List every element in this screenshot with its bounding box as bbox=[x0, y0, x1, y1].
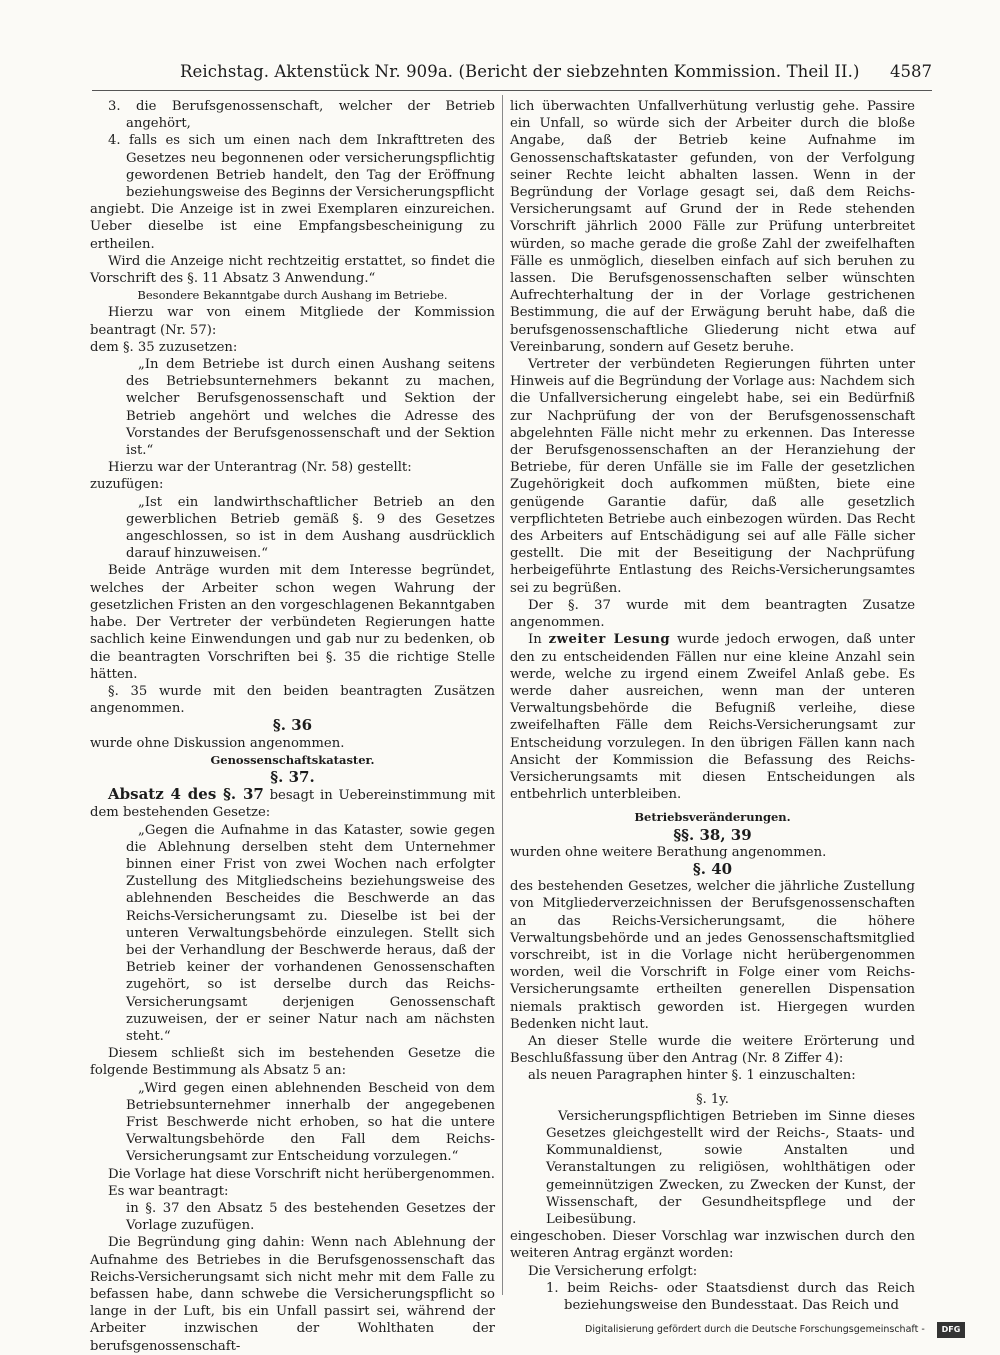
paragraph-text: besagt in Uebereinstimmung mit dem bestehenden Gesetze: bbox=[90, 788, 495, 821]
paragraph: dem §. 35 zuzusetzen: bbox=[90, 339, 238, 355]
paragraph: eingeschoben. Dieser Vorschlag war inzwischen durch den weiteren Antrag ergänzt worden: bbox=[510, 1229, 915, 1262]
paragraph: wurden ohne weitere Berathung angenommen. bbox=[510, 844, 827, 860]
paragraph: Hierzu war der Unterantrag (Nr. 58) gestellt: bbox=[108, 460, 412, 476]
paragraph: Der §. 37 wurde mit dem beantragten Zusatze angenommen. bbox=[510, 597, 915, 631]
quotation: Versicherungspflichtigen Betrieben im Sinne dieses Gesetzes gleichgestellt wird der Reichs-, Staats- und Kommunaldienst, sowie Anstalten und Veranstaltungen zu religiösen, wohlthätigen oder gemeinnützigen Zwecken, zu Zwecken der Kunst, der Wissenschaft, der Gesundheitspflege und der Leibesübung. bbox=[546, 1108, 915, 1227]
section-number-36: §. 36 bbox=[272, 716, 313, 735]
paragraph: angiebt. Die Anzeige ist in zwei Exemplaren einzureichen. Ueber dieselbe ist eine Empfangsbescheinigung zu ertheilen. bbox=[90, 202, 495, 252]
paragraph: §. 35 wurde mit den beiden beantragten Zusätzen angenommen. bbox=[90, 683, 495, 717]
bold-lead: zweiter Lesung bbox=[548, 632, 671, 648]
paragraph-text: wurde jedoch erwogen, daß unter den zu entscheidenden Fällen nur eine kleine Anzahl sein werde, welche zu irgend einem Zweifel Anlaß gebe. Es werde daher ausreichen, wenn man der unteren Verwaltungsbehörde die Befugniß verleihe, diese zweifelhaften Fälle dem Reichs-Versicherungsamt zur Entscheidung vorzulegen. In den übrigen Fällen kann nach Ansicht der Kommission die Befassung des Reichs-Versicherungsamts mit diesen Entscheidungen als entbehrlich unterbleiben. bbox=[510, 632, 915, 803]
list-item-1: 1. beim Reichs- oder Staatsdienst durch das Reich beziehungsweise den Bundesstaat. Das Reich und bbox=[546, 1280, 915, 1314]
section-heading: Besondere Bekanntgabe durch Aushang im Betriebe. bbox=[137, 288, 448, 303]
footer-credit: Digitalisierung gefördert durch die Deutsche Forschungsgemeinschaft - bbox=[585, 1324, 925, 1335]
paragraph: Die Begründung ging dahin: Wenn nach Ablehnung der Aufnahme des Betriebes in die Berufsgenossenschaft das Reichs-Versicherungsamt sich nicht mehr mit dem Falle zu befassen habe, dann schwebe die Versicherungspflicht so lange in der Luft, bis ein Unfall passirt sei, während der Arbeiter inzwischen der Wohlthaten der berufsgenossenschaft- bbox=[90, 1235, 495, 1354]
paragraph: Diesem schließt sich im bestehenden Gesetze die folgende Bestimmung als Absatz 5 an: bbox=[90, 1046, 495, 1079]
running-title: Reichstag. Aktenstück Nr. 909a. (Bericht der siebzehnten Kommission. Theil II.) bbox=[180, 62, 860, 81]
list-item-4: 4. falls es sich um einen nach dem Inkrafttreten des Gesetzes neu begonnenen oder versicherungspflichtig gewordenen Betrieb handelt, den Tag der Eröffnung beziehungsweise des Beginns der Versicherungspflicht bbox=[108, 133, 495, 201]
paragraph: Es war beantragt: bbox=[108, 1183, 229, 1199]
paragraph-text: In bbox=[528, 632, 549, 648]
page-number: 4587 bbox=[890, 62, 932, 81]
paragraph bbox=[90, 786, 495, 821]
paragraph: Vertreter der verbündeten Regierungen führten unter Hinweis auf die Begründung der Vorlage aus: Nachdem sich die Unfallversicherung eingelebt habe, sei ein Bedürfniß zur Nachprüfung der von der Berufsgenossenschaft abgelehnten Fälle nicht mehr zu erkennen. Das Interesse der Berufsgenossenschaften an der Heranziehung der Betriebe, für deren Unfälle sie im Falle der gesetzlichen Zugehörigkeit doch aufkommen müßten, biete eine genügende Garantie dafür, daß alle gesetzlich verpflichteten Betriebe auch einbezogen würden. Das Recht des Arbeiters auf Entschädigung sei auf alle Fälle sicher gestellt. Die mit der Beseitigung der Nachprüfung herbeigeführte Entlastung des Reichs-Versicherungsamtes sei zu begrüßen. bbox=[510, 357, 915, 596]
section-number-37: §. 37. bbox=[270, 767, 315, 786]
dfg-logo: DFG bbox=[937, 1322, 965, 1338]
bold-lead: Absatz 4 des §. 37 bbox=[108, 785, 264, 804]
paragraph: als neuen Paragraphen hinter §. 1 einzuschalten: bbox=[528, 1068, 856, 1084]
section-number-40: §. 40 bbox=[692, 859, 733, 878]
paragraph bbox=[510, 631, 915, 803]
left-column bbox=[90, 98, 495, 1355]
header-rule bbox=[92, 90, 932, 91]
paragraph: des bestehenden Gesetzes, welcher die jährliche Zustellung von Mitgliederverzeichnissen der Berufsgenossenschaften an das Reichs-Versicherungsamt, die höhere Verwaltungsbehörde und an jedes Genossenschaftsmitglied vorschreibt, ist in die Vorlage nicht herübergenommen worden, weil die Vorschrift in Folge einer vom Reichs-Versicherungsamte ertheilten generellen Dispensation niemals praktisch geworden ist. Hiergegen wurden Bedenken nicht laut. bbox=[510, 879, 915, 1032]
section-heading: Betriebsveränderungen. bbox=[634, 810, 791, 825]
page-header bbox=[92, 60, 932, 88]
paragraph: Die Versicherung erfolgt: bbox=[528, 1263, 698, 1279]
footer bbox=[585, 1322, 965, 1340]
paragraph: zuzufügen: bbox=[90, 477, 164, 493]
quotation: „Gegen die Aufnahme in das Kataster, sowie gegen die Ablehnung derselben steht dem Unternehmer binnen einer Frist von zwei Wochen nach erfolgter Zustellung des Mitgliedscheins beziehungsweise des ablehnenden Bescheides die Beschwerde an das Reichs-Versicherungsamt zu. Dieselbe ist bei der unteren Verwaltungsbehörde einzulegen. Stellt sich bei der Verhandlung der Beschwerde heraus, daß der Betrieb keiner der vorhandenen Genossenschaften zugehört, so ist derselbe durch das Reichs-Versicherungsamt derjenigen Genossenschaft zuzuweisen, der er seiner Natur nach am nächsten steht.“ bbox=[126, 822, 495, 1044]
paragraph: Beide Anträge wurden mit dem Interesse begründet, welches der Arbeiter schon wegen Wahrung der gesetzlichen Fristen an den vorgeschlagenen Bekanntgaben habe. Der Vertreter der verbündeten Regierungen hatte sachlich keine Einwendungen und gab nur zu bedenken, ob die beantragten Vorschriften bei §. 35 die richtige Stelle hätten. bbox=[90, 563, 495, 682]
quotation: „Wird gegen einen ablehnenden Bescheid von dem Betriebsunternehmer innerhalb der angegebenen Frist Beschwerde nicht erhoben, so hat die untere Verwaltungsbehörde den Fall dem Reichs-Versicherungsamt zur Entscheidung vorzulegen.“ bbox=[126, 1080, 495, 1165]
paragraph: An dieser Stelle wurde die weitere Erörterung und Beschlußfassung über den Antrag (Nr. 8 Ziffer 4): bbox=[510, 1033, 915, 1067]
list-item-3: 3. die Berufsgenossenschaft, welcher der Betrieb angehört, bbox=[108, 99, 495, 132]
paragraph: Hierzu war von einem Mitgliede der Kommission beantragt (Nr. 57): bbox=[90, 305, 495, 338]
quotation: „Ist ein landwirthschaftlicher Betrieb an den gewerblichen Betrieb gemäß §. 9 des Gesetzes angeschlossen, so ist in dem Aushang ausdrücklich darauf hinzuweisen.“ bbox=[126, 494, 495, 562]
paragraph: Wird die Anzeige nicht rechtzeitig erstattet, so findet die Vorschrift des §. 11 Absatz 3 Anwendung.“ bbox=[90, 253, 495, 287]
column-separator bbox=[502, 95, 503, 1295]
section-number-1y: §. 1y. bbox=[696, 1091, 729, 1107]
section-heading: Genossenschaftskataster. bbox=[210, 752, 375, 767]
paragraph: lich überwachten Unfallverhütung verlustig gehe. Passire ein Unfall, so würde sich der Arbeiter durch die bloße Angabe, daß der Betrieb keine Aufnahme im Genossenschaftskataster gefunden, von der Verfolgung seiner Rechte leicht abhalten lassen. Wenn in der Begründung der Vorlage gesagt sei, daß dem Reichs-Versicherungsamt auf Grund der in Rede stehenden Vorschrift jährlich 2000 Fälle zur Prüfung unterbreitet würden, so mache gerade die große Zahl der zweifelhaften Fälle es unmöglich, dieselben einfach auf sich beruhen zu lassen. Die Berufsgenossenschaften selber wünschten Aufrechterhaltung der in der Vorlage gestrichenen Bestimmung, die auf der Erwägung beruht habe, daß die berufsgenossenschaftliche Gliederung nicht etwa auf Vereinbarung, sondern auf Gesetz beruhe. bbox=[510, 99, 915, 355]
right-column bbox=[510, 98, 915, 1314]
paragraph: Die Vorlage hat diese Vorschrift nicht herübergenommen. bbox=[108, 1166, 495, 1182]
section-number-38-39: §§. 38, 39 bbox=[673, 825, 752, 844]
quotation: in §. 37 den Absatz 5 des bestehenden Gesetzes der Vorlage zuzufügen. bbox=[126, 1201, 495, 1234]
paragraph: wurde ohne Diskussion angenommen. bbox=[90, 735, 345, 751]
quotation: „In dem Betriebe ist durch einen Aushang seitens des Betriebsunternehmers bekannt zu machen, welcher Berufsgenossenschaft und Sektion der Betrieb angehört und welches die Adresse des Vorstandes der Berufsgenossenschaft und der Sektion ist.“ bbox=[126, 357, 495, 459]
